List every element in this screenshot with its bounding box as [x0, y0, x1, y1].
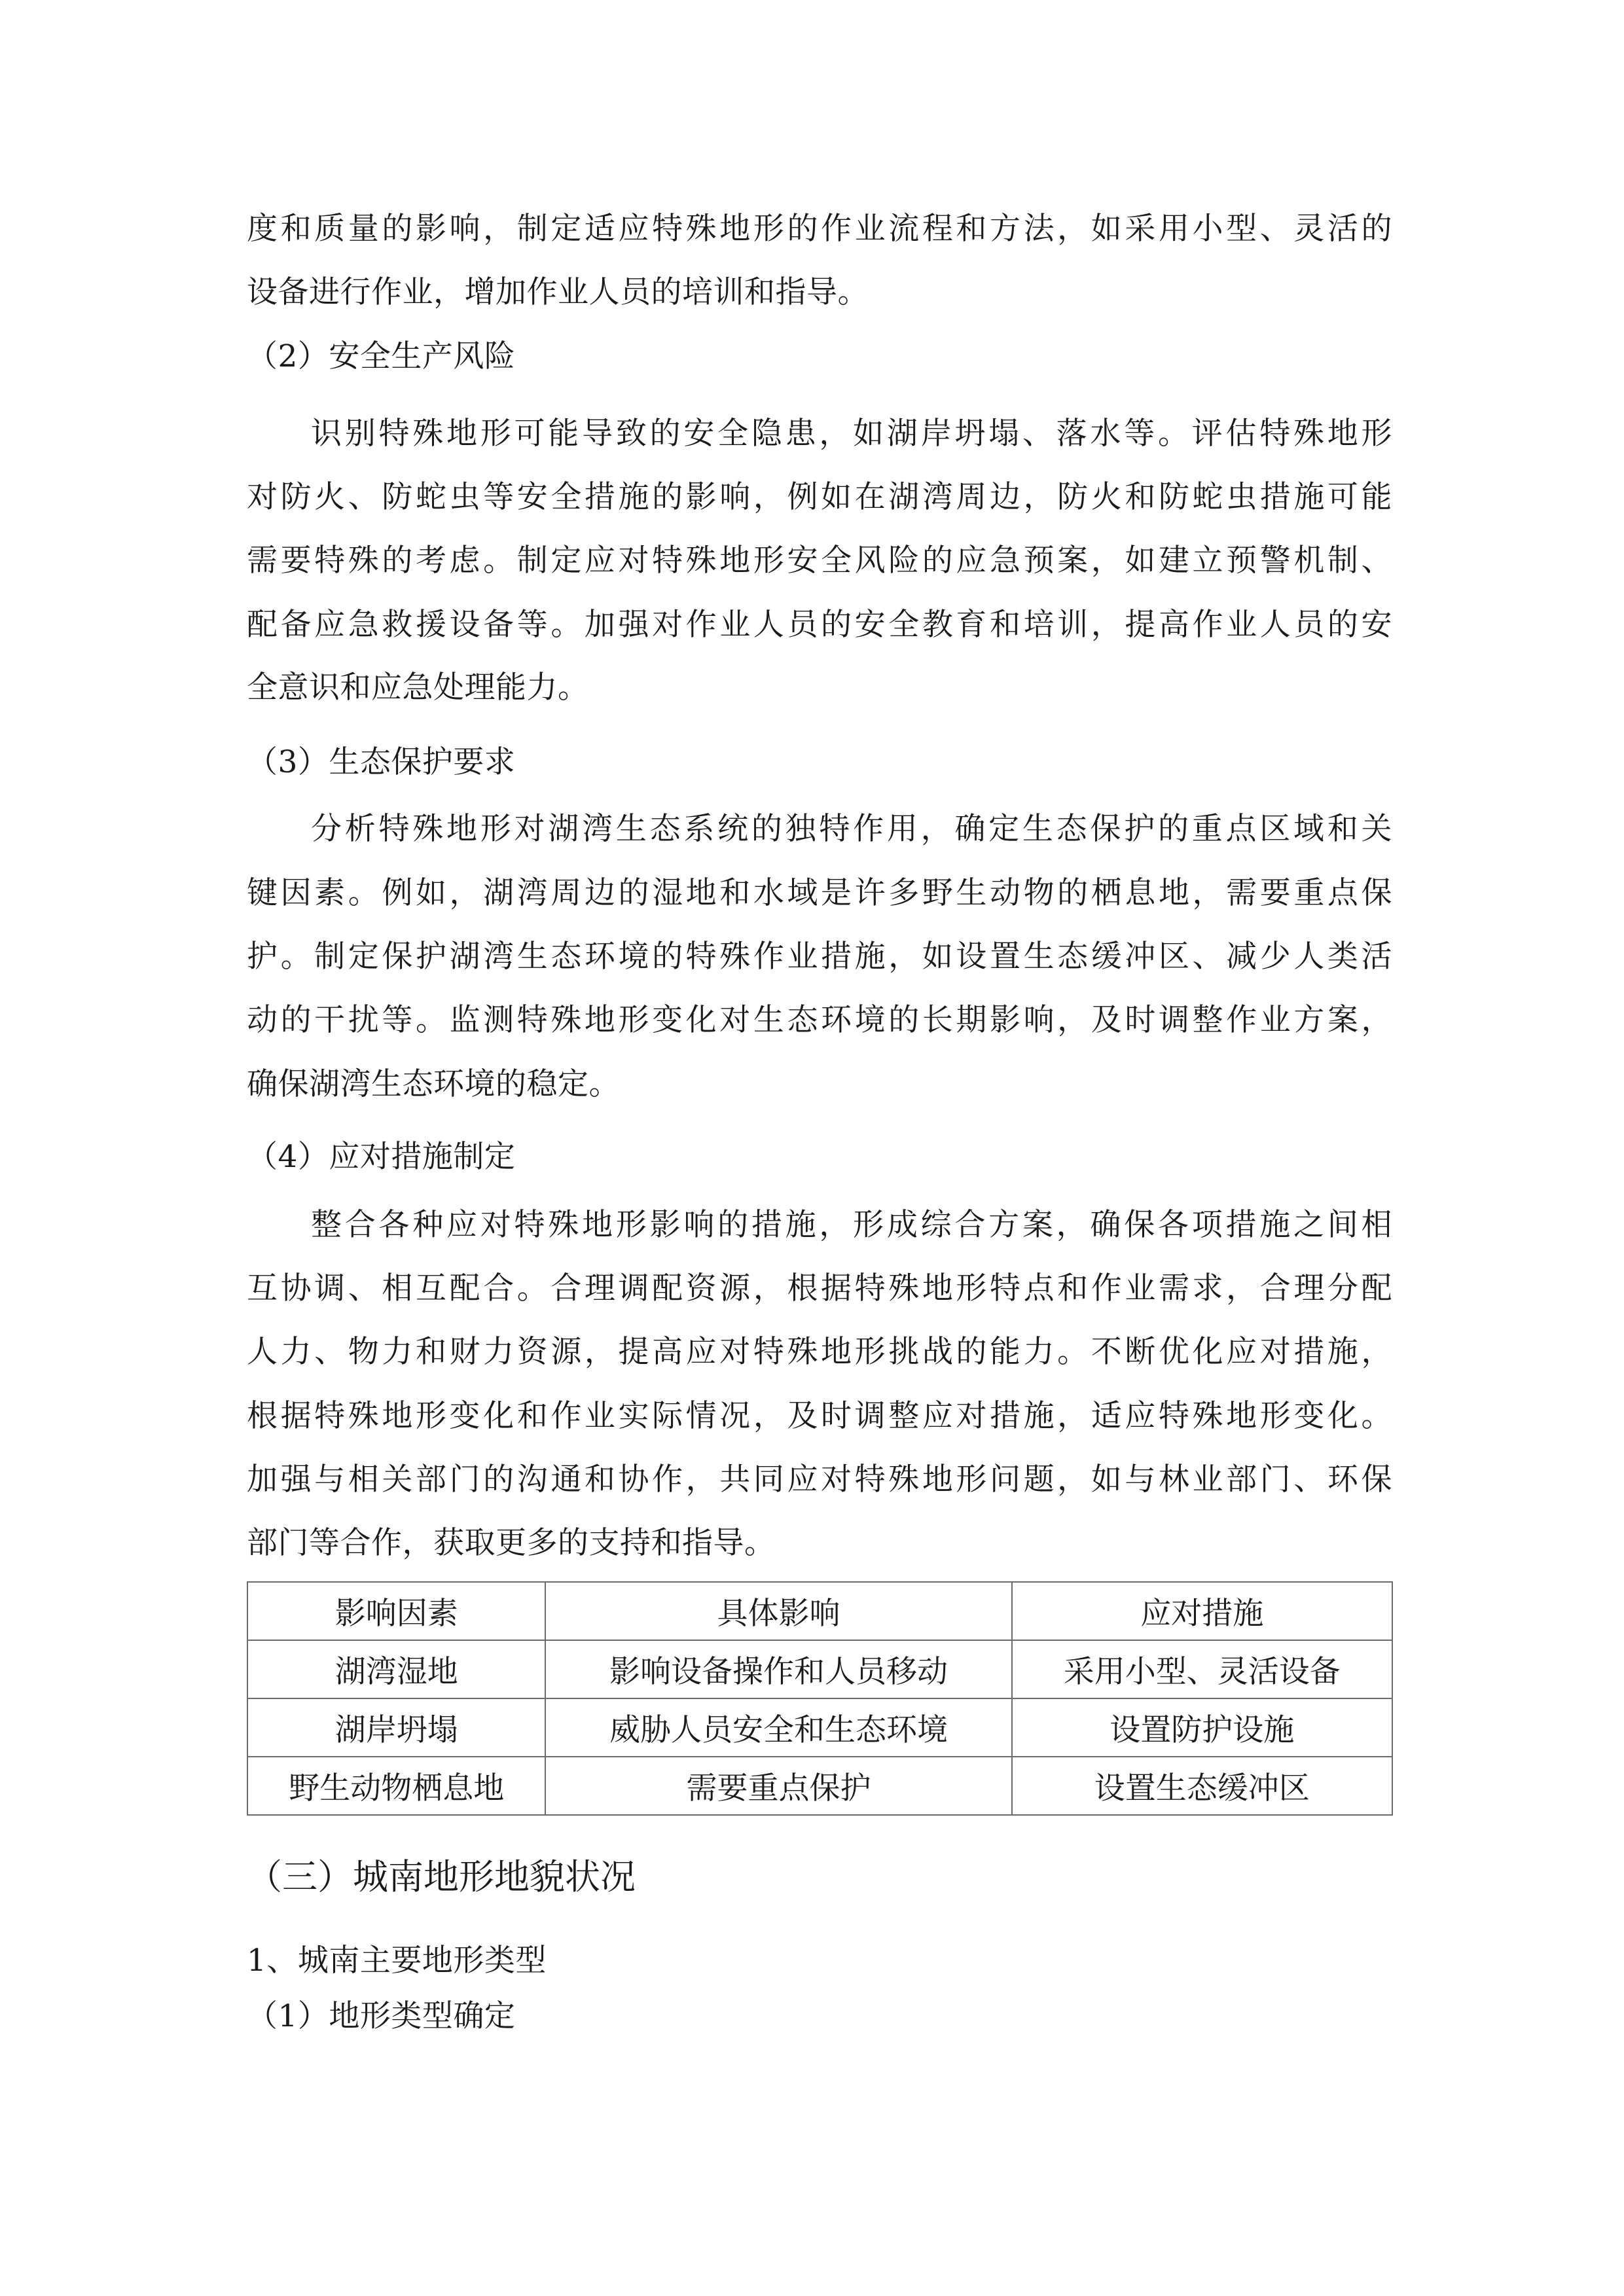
paragraph-line: 识别特殊地形可能导致的安全隐患，如湖岸坍塌、落水等。评估特殊地形 [311, 416, 1392, 452]
paragraph-line: 护。制定保护湖湾生态环境的特殊作业措施，如设置生态缓冲区、减少人类活 [247, 939, 1392, 975]
subsubsection-heading: （1）地形类型确定 [247, 1998, 516, 2034]
table-header-cell: 应对措施 [1012, 1582, 1392, 1640]
table-header-cell: 具体影响 [545, 1582, 1011, 1640]
paragraph-line: 加强与相关部门的沟通和协作，共同应对特殊地形问题，如与林业部门、环保 [247, 1462, 1392, 1498]
table-cell: 威胁人员安全和生态环境 [545, 1698, 1011, 1757]
table-cell: 采用小型、灵活设备 [1012, 1640, 1392, 1698]
paragraph-line: 动的干扰等。监测特殊地形变化对生态环境的长期影响，及时调整作业方案， [247, 1002, 1392, 1038]
table-cell: 设置生态缓冲区 [1012, 1757, 1392, 1815]
table-row [247, 1757, 1392, 1815]
subheading-ecology: （3）生态保护要求 [247, 744, 516, 780]
paragraph-line: 根据特殊地形变化和作业实际情况，及时调整应对措施，适应特殊地形变化。 [247, 1398, 1392, 1434]
paragraph-line: 分析特殊地形对湖湾生态系统的独特作用，确定生态保护的重点区域和关 [311, 811, 1392, 847]
table-row [247, 1698, 1392, 1757]
subheading-safety: （2）安全生产风险 [247, 338, 516, 374]
table-cell: 野生动物栖息地 [247, 1757, 545, 1815]
paragraph-line: 互协调、相互配合。合理调配资源，根据特殊地形特点和作业需求，合理分配 [247, 1270, 1392, 1306]
paragraph-line: 人力、物力和财力资源，提高应对特殊地形挑战的能力。不断优化应对措施， [247, 1334, 1392, 1370]
paragraph-line: 度和质量的影响，制定适应特殊地形的作业流程和方法，如采用小型、灵活的 [247, 211, 1392, 247]
paragraph-line: 配备应急救援设备等。加强对作业人员的安全教育和培训，提高作业人员的安 [247, 607, 1392, 643]
paragraph-line: 需要特殊的考虑。制定应对特殊地形安全风险的应急预案，如建立预警机制、 [247, 543, 1392, 579]
table-header-row [247, 1582, 1392, 1640]
paragraph-line: 部门等合作，获取更多的支持和指导。 [247, 1525, 776, 1561]
paragraph-line: 全意识和应急处理能力。 [247, 670, 589, 706]
table-cell: 湖岸坍塌 [247, 1698, 545, 1757]
paragraph-line: 确保湖湾生态环境的稳定。 [247, 1066, 620, 1102]
table-cell: 影响设备操作和人员移动 [545, 1640, 1011, 1698]
table-cell: 湖湾湿地 [247, 1640, 545, 1698]
paragraph-line: 对防火、防蛇虫等安全措施的影响，例如在湖湾周边，防火和防蛇虫措施可能 [247, 479, 1392, 515]
table-cell: 需要重点保护 [545, 1757, 1011, 1815]
table-cell: 设置防护设施 [1012, 1698, 1392, 1757]
paragraph-line: 设备进行作业，增加作业人员的培训和指导。 [247, 274, 869, 310]
paragraph-line: 整合各种应对特殊地形影响的措施，形成综合方案，确保各项措施之间相 [311, 1207, 1392, 1243]
subheading-measures: （4）应对措施制定 [247, 1139, 516, 1175]
table-row [247, 1640, 1392, 1698]
subsection-heading: 1、城南主要地形类型 [247, 1943, 547, 1979]
paragraph-line: 键因素。例如，湖湾周边的湿地和水域是许多野生动物的栖息地，需要重点保 [247, 875, 1392, 911]
table-header-cell: 影响因素 [247, 1582, 545, 1640]
section-heading: （三）城南地形地貌状况 [247, 1856, 636, 1897]
impact-measures-table [247, 1581, 1393, 1816]
